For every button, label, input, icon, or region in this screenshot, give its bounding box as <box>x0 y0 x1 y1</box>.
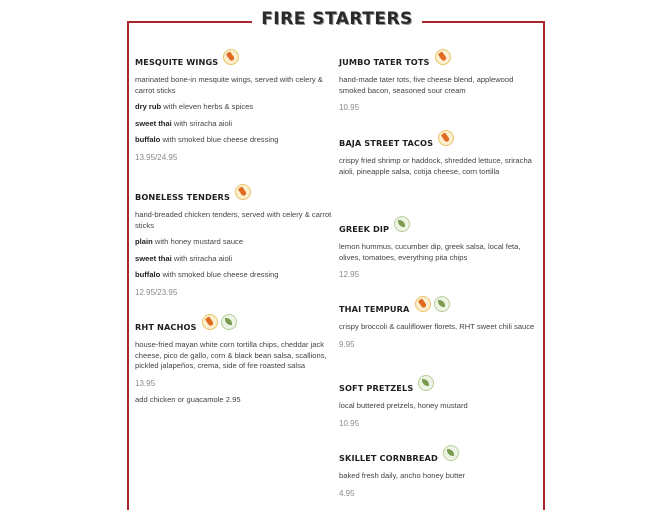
menu-item-rht-nachos <box>135 315 335 404</box>
item-option: sweet thai with sriracha aioli <box>135 253 233 263</box>
frame-left <box>127 21 129 510</box>
vegetarian-icon <box>443 445 459 461</box>
menu-item-greek-dip <box>339 217 539 279</box>
item-name: JUMBO TATER TOTS <box>339 57 430 67</box>
section-title: FIRE STARTERS <box>261 9 413 29</box>
item-description: crispy fried shrimp or haddock, shredded lettuce, sriracha aioli, pineapple salsa, cotija cheese, corn tortilla <box>339 156 532 176</box>
item-description: hand-made tater tots, five cheese blend, applewood smoked bacon, seasoned sour cream <box>339 75 514 95</box>
item-price: 9.95 <box>339 339 355 349</box>
vegetarian-icon <box>434 296 450 312</box>
item-name: THAI TEMPURA <box>339 304 410 314</box>
item-name: GREEK DIP <box>339 224 390 234</box>
frame-top-right <box>422 21 545 23</box>
menu-item-baja-street-tacos <box>339 131 539 177</box>
menu-item-jumbo-tater-tots <box>339 50 539 112</box>
item-description: local buttered pretzels, honey mustard <box>339 401 468 410</box>
item-description: baked fresh daily, ancho honey butter <box>339 471 466 480</box>
item-price: 12.95 <box>339 270 360 279</box>
menu-item-boneless-tenders <box>135 185 335 297</box>
menu-item-mesquite-wings <box>135 50 335 162</box>
item-note: add chicken or guacamole 2.95 <box>135 394 241 404</box>
item-name: SKILLET CORNBREAD <box>339 453 438 463</box>
item-option: dry rub with eleven herbs & spices <box>135 102 254 111</box>
item-price: 10.95 <box>339 418 360 428</box>
spicy-icon <box>235 184 251 200</box>
item-price: 13.95 <box>135 378 156 388</box>
item-price: 13.95/24.95 <box>135 152 178 162</box>
item-name: BAJA STREET TACOS <box>339 138 434 148</box>
menu-item-soft-pretzels <box>339 376 539 428</box>
item-option: plain with honey mustard sauce <box>135 237 244 246</box>
item-description: lemon hummus, cucumber dip, greek salsa, local feta, olives, tomatoes, everything pita chips <box>339 242 521 262</box>
spicy-icon <box>202 314 218 330</box>
item-price: 12.95/23.95 <box>135 287 178 297</box>
item-price: 10.95 <box>339 103 360 112</box>
frame-top-left <box>127 21 252 23</box>
item-option: buffalo with smoked blue cheese dressing <box>135 270 279 279</box>
frame-right <box>543 21 545 510</box>
spicy-icon <box>223 49 239 65</box>
item-name: RHT NACHOS <box>135 322 197 332</box>
vegetarian-icon <box>418 375 434 391</box>
item-name: MESQUITE WINGS <box>135 57 219 67</box>
item-option: buffalo with smoked blue cheese dressing <box>135 135 279 144</box>
item-option: sweet thai with sriracha aioli <box>135 118 233 128</box>
menu-item-skillet-cornbread <box>339 446 539 498</box>
spicy-icon <box>438 130 454 146</box>
item-description: marinated bone-in mesquite wings, served with celery & carrot sticks <box>135 75 323 95</box>
spicy-icon <box>415 296 431 312</box>
item-description: hand-breaded chicken tenders, served with celery & carrot sticks <box>135 210 332 230</box>
item-description: crispy broccoli & cauliflower florets, RHT sweet chili sauce <box>339 322 535 331</box>
spicy-icon <box>435 49 451 65</box>
item-price: 4.95 <box>339 488 355 498</box>
item-description: house-fried mayan white corn tortilla chips, cheddar jack cheese, pico de gallo, corn & black bean salsa, scallions, pickled jalapeños, crema, side of fire roasted salsa <box>135 340 327 370</box>
vegetarian-icon <box>221 314 237 330</box>
vegetarian-icon <box>394 216 410 232</box>
item-name: SOFT PRETZELS <box>339 383 414 393</box>
menu-item-thai-tempura <box>339 297 539 349</box>
item-name: BONELESS TENDERS <box>135 192 230 202</box>
